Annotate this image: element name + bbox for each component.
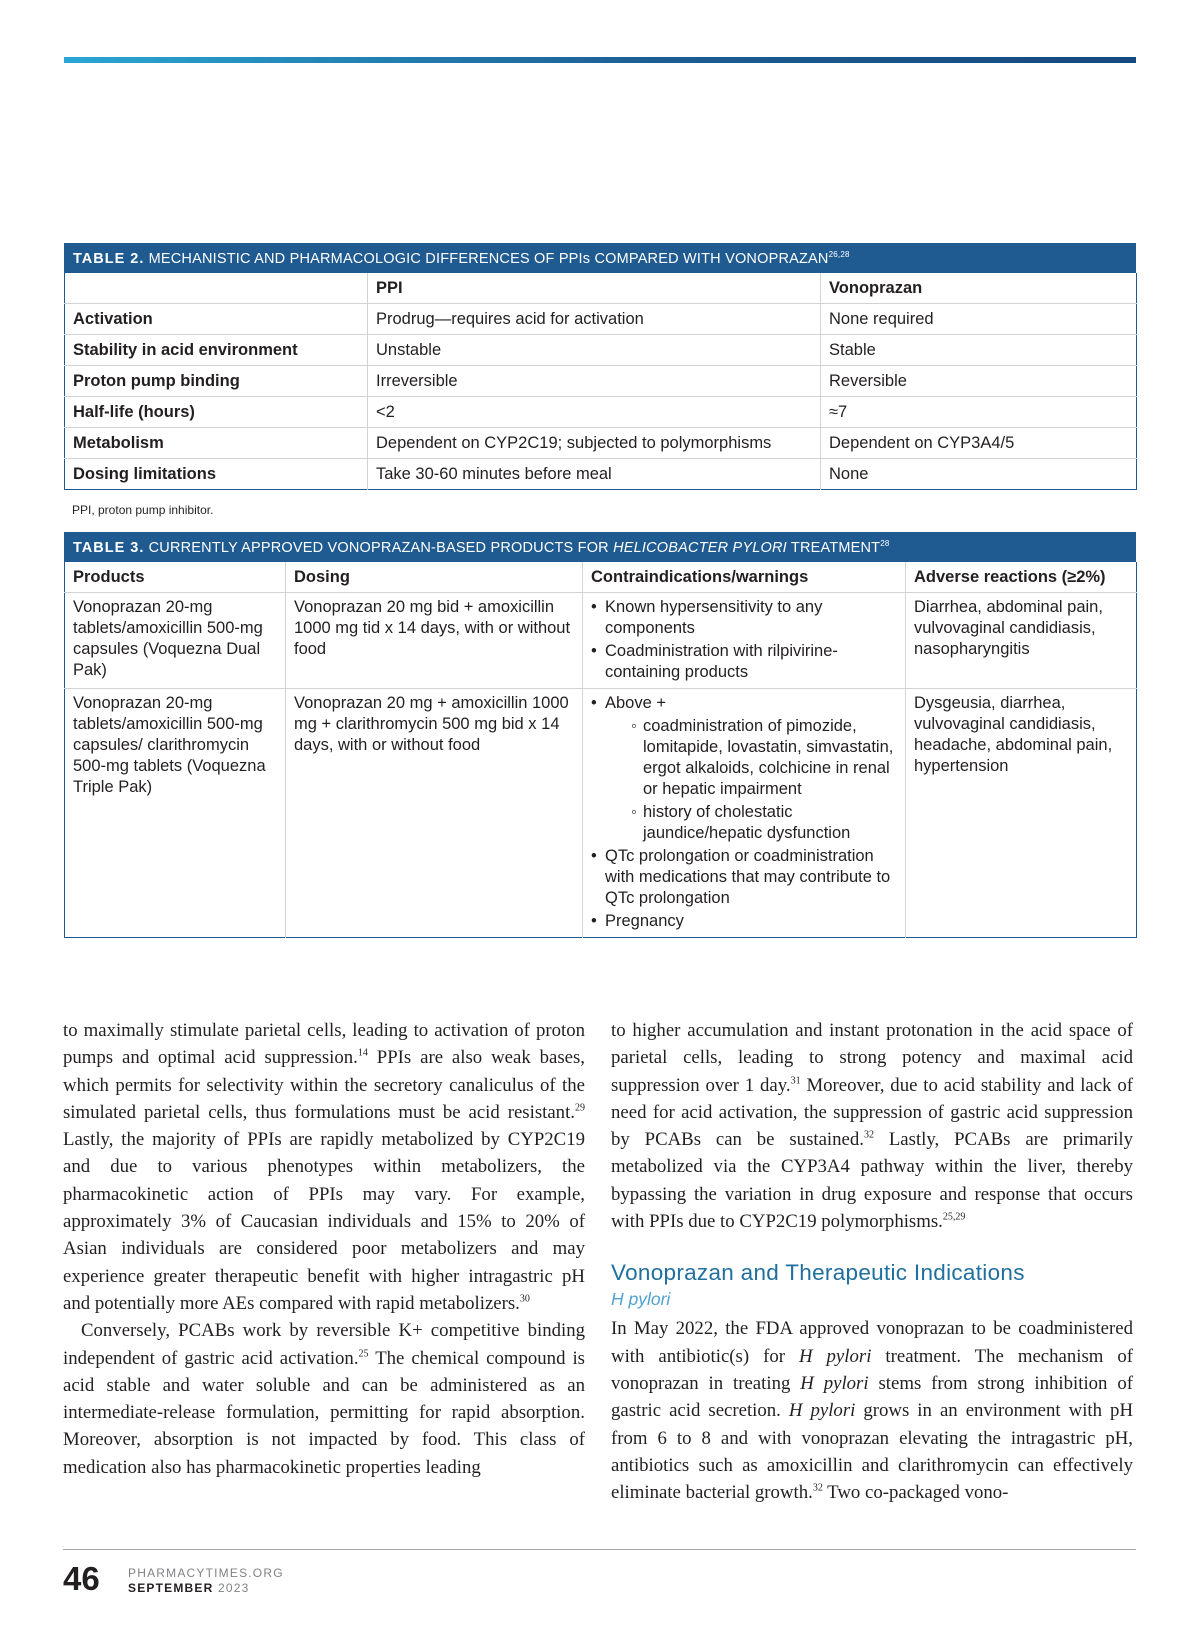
table-row — [65, 459, 1137, 490]
table-3-title: TABLE 3. CURRENTLY APPROVED VONOPRAZAN-BASED PRODUCTS FOR HELICOBACTER PYLORI TREATMENT$^{28}$ — [64, 532, 1136, 562]
table-row — [65, 335, 1137, 366]
dosing-cell: Vonoprazan 20 mg bid + amoxicillin 1000 mg tid x 14 days, with or without food — [286, 593, 583, 689]
table-header-row — [65, 562, 1137, 593]
table-cell: Dependent on CYP2C19; subjected to polymorphisms — [368, 428, 821, 459]
paragraph: In May 2022, the FDA approved vonoprazan to be coadministered with antibiotic(s) for H pylori treatment. The mechanism of vonoprazan in treating H pylori stems from strong inhibition of gastric acid secretion. H pylori grows in an environment with pH from 6 to 8 and with vonoprazan elevating the intragastric pH, antibiotics such as amoxicillin and clarithromycin can effectively eliminate bacterial growth.$^{32}$ Two co-packaged vono- — [611, 1318, 1134, 1504]
publication-date: SEPTEMBER 2023 — [128, 1581, 250, 1595]
list-item: • Pregnancy — [591, 911, 897, 932]
section-heading: Vonoprazan and Therapeutic Indications — [611, 1260, 1025, 1286]
paragraph: to maximally stimulate parietal cells, leading to activation of proton pumps and optimal acid suppression.$^{14}$ PPIs are also weak bases, which permits for selectivity within the secretory canaliculus of the simulated parietal cells, thus formulations must be acid resistant.$^{29}$ Lastly, the majority of PPIs are rapidly metabolized by CYP2C19 and due to various phenotypes within metabolizers, the pharmacokinetic action of PPIs may vary. For example, approximately 3% of Caucasian individuals and 15% to 20% of Asian individuals are considered poor metabolizers and may experience greater therapeutic benefit with higher intragastric pH and potentially more AEs compared with rapid metabolizers.$^{30}$ — [63, 1020, 585, 1314]
publication-info — [128, 1566, 284, 1596]
row-label: Half-life (hours) — [65, 397, 368, 428]
header-cell: PPI — [368, 273, 821, 304]
list-item: • Coadministration with rilpivirine-containing products — [591, 641, 897, 683]
table-cell: Take 30-60 minutes before meal — [368, 459, 821, 490]
list-item: • Above + ◦ coadministration of pimozide, lomitapide, lovastatin, simvastatin, ergot alkaloids, colchicine in renal or hepatic impairment ◦ history of cholestatic jaundice/hepatic dysfunction — [591, 693, 897, 844]
warnings-list — [591, 693, 897, 932]
table-row — [65, 304, 1137, 335]
body-column-left — [63, 1017, 585, 1481]
table-2-title: TABLE 2. MECHANISTIC AND PHARMACOLOGIC DIFFERENCES OF PPIs COMPARED WITH VONOPRAZAN$^{26,28}$ — [64, 243, 1136, 273]
header-cell: Products — [65, 562, 286, 593]
header-cell: Contraindications/warnings — [583, 562, 906, 593]
table-row — [65, 397, 1137, 428]
product-cell: Vonoprazan 20-mg tablets/amoxicillin 500-mg capsules/ clarithromycin 500-mg tablets (Voquezna Triple Pak) — [65, 689, 286, 938]
table-cell: Reversible — [821, 366, 1137, 397]
table-cell: Unstable — [368, 335, 821, 366]
table-cell: Irreversible — [368, 366, 821, 397]
warnings-cell — [583, 689, 906, 938]
table-cell: Dependent on CYP3A4/5 — [821, 428, 1137, 459]
row-label: Stability in acid environment — [65, 335, 368, 366]
sub-list-item: ◦ coadministration of pimozide, lomitapide, lovastatin, simvastatin, ergot alkaloids, colchicine in renal or hepatic impairment — [631, 716, 897, 800]
header-accent-rule — [64, 57, 1136, 63]
table-2-grid — [64, 273, 1137, 490]
list-item: • Known hypersensitivity to any components — [591, 597, 897, 639]
paragraph: to higher accumulation and instant protonation in the acid space of parietal cells, leading to strong potency and maximal acid suppression over 1 day.$^{31}$ Moreover, due to acid stability and lack of need for acid activation, the suppression of gastric acid suppression by PCABs can be sustained.$^{32}$ Lastly, PCABs are primarily metabolized via the CYP3A4 pathway within the liver, thereby bypassing the variation in drug exposure and response that occurs with PPIs due to CYP2C19 polymorphisms.$^{25,29}$ — [611, 1020, 1133, 1233]
header-cell: Dosing — [286, 562, 583, 593]
table-2 — [64, 243, 1136, 490]
table-cell: Prodrug—requires acid for activation — [368, 304, 821, 335]
row-label: Metabolism — [65, 428, 368, 459]
paragraph: Conversely, PCABs work by reversible K+ competitive binding independent of gastric acid activation.$^{25}$ The chemical compound is acid stable and water soluble and can be administered as an intermediate-release formulation, permitting for rapid absorption. Moreover, absorption is not impacted by food. This class of medication also has pharmacokinetic properties leading — [63, 1320, 585, 1478]
page-number: 46 — [63, 1560, 100, 1597]
table-row — [65, 366, 1137, 397]
table-row — [65, 689, 1137, 938]
warnings-list — [591, 597, 897, 683]
table-3 — [64, 532, 1136, 938]
dosing-cell: Vonoprazan 20 mg + amoxicillin 1000 mg + clarithromycin 500 mg bid x 14 days, with or without food — [286, 689, 583, 938]
table-cell: Stable — [821, 335, 1137, 366]
header-cell — [65, 273, 368, 304]
sub-list — [631, 716, 897, 844]
table-3-grid — [64, 562, 1137, 938]
subsection-heading: H pylori — [611, 1289, 671, 1310]
table-row — [65, 428, 1137, 459]
table-cell: None required — [821, 304, 1137, 335]
table-row — [65, 593, 1137, 689]
row-label: Dosing limitations — [65, 459, 368, 490]
warnings-cell — [583, 593, 906, 689]
table-2-footnote: PPI, proton pump inhibitor. — [72, 503, 214, 517]
table-cell: ≈7 — [821, 397, 1137, 428]
table-header-row — [65, 273, 1137, 304]
body-column-right — [611, 1017, 1133, 1506]
product-cell: Vonoprazan 20-mg tablets/amoxicillin 500-mg capsules (Voquezna Dual Pak) — [65, 593, 286, 689]
adverse-cell: Dysgeusia, diarrhea, vulvovaginal candidiasis, headache, abdominal pain, hypertension — [914, 694, 1113, 775]
footer-rule — [63, 1549, 1136, 1550]
list-item: • QTc prolongation or coadministration with medications that may contribute to QTc prolongation — [591, 846, 897, 909]
row-label: Activation — [65, 304, 368, 335]
sub-list-item: ◦ history of cholestatic jaundice/hepatic dysfunction — [631, 802, 897, 844]
row-label: Proton pump binding — [65, 366, 368, 397]
adverse-cell: Diarrhea, abdominal pain, vulvovaginal candidiasis, nasopharyngitis — [906, 593, 1137, 689]
table-cell: None — [829, 465, 869, 483]
header-cell: Vonoprazan — [821, 273, 1137, 304]
table-cell: <2 — [368, 397, 821, 428]
publication-site: PHARMACYTIMES.ORG — [128, 1566, 284, 1580]
header-cell: Adverse reactions (≥2%) — [906, 562, 1137, 593]
